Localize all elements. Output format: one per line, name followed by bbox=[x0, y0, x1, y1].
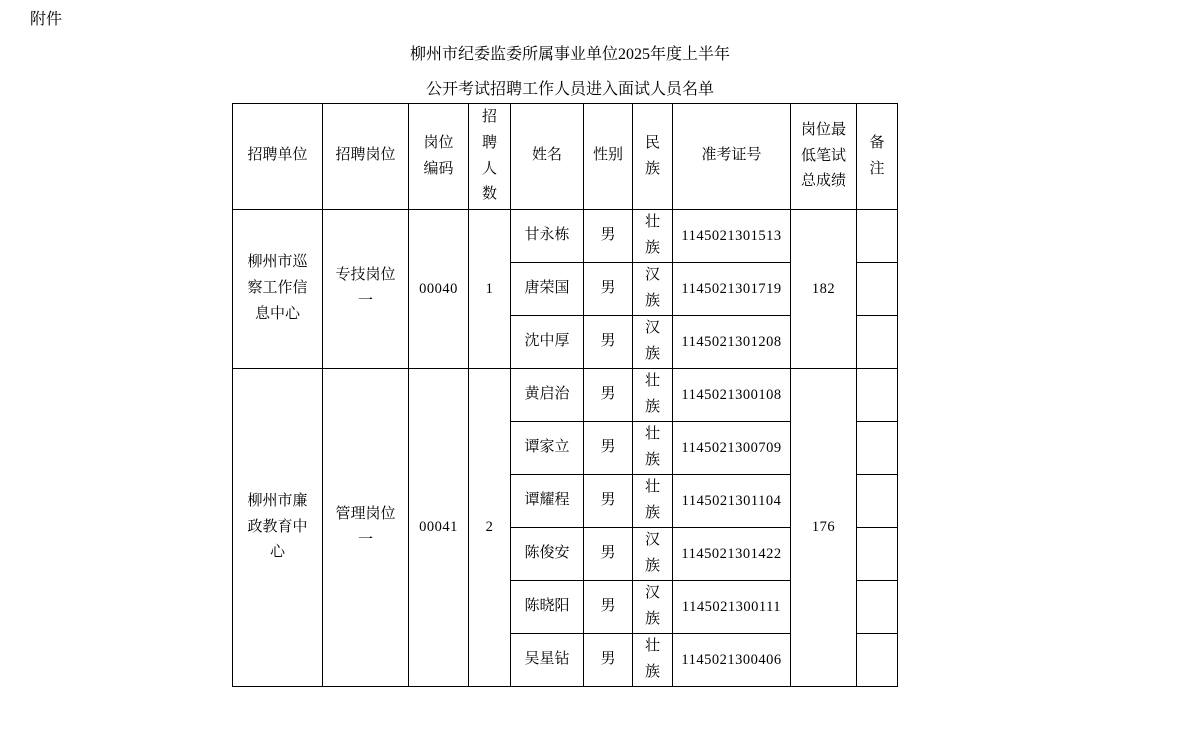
ticket-cell: 1145021300709 bbox=[673, 422, 791, 475]
code-cell: 00040 bbox=[409, 210, 469, 369]
count-cell: 2 bbox=[469, 369, 511, 687]
ticket-cell: 1145021300108 bbox=[673, 369, 791, 422]
header-ethnicity: 民族 bbox=[633, 104, 673, 210]
gender-cell: 男 bbox=[584, 528, 633, 581]
ticket-cell: 1145021300111 bbox=[673, 581, 791, 634]
gender-cell: 男 bbox=[584, 369, 633, 422]
name-cell: 唐荣国 bbox=[511, 263, 584, 316]
ethnicity-cell: 壮族 bbox=[633, 634, 673, 687]
position-cell: 管理岗位一 bbox=[323, 369, 409, 687]
gender-cell: 男 bbox=[584, 634, 633, 687]
ticket-cell: 1145021300406 bbox=[673, 634, 791, 687]
remark-cell bbox=[857, 528, 898, 581]
document-title-line-2: 公开考试招聘工作人员进入面试人员名单 bbox=[425, 81, 714, 98]
header-gender: 性别 bbox=[584, 104, 633, 210]
header-name: 姓名 bbox=[511, 104, 584, 210]
remark-cell bbox=[857, 210, 898, 263]
table-row bbox=[233, 210, 898, 263]
ethnicity-cell: 汉族 bbox=[633, 316, 673, 369]
remark-cell bbox=[857, 581, 898, 634]
gender-cell: 男 bbox=[584, 581, 633, 634]
ethnicity-cell: 壮族 bbox=[633, 475, 673, 528]
header-min-score: 岗位最低笔试总成绩 bbox=[791, 104, 857, 210]
header-code: 岗位编码 bbox=[409, 104, 469, 210]
remark-cell bbox=[857, 316, 898, 369]
attachment-label: 附件 bbox=[30, 11, 63, 28]
ticket-cell: 1145021301422 bbox=[673, 528, 791, 581]
header-unit: 招聘单位 bbox=[233, 104, 323, 210]
ticket-cell: 1145021301513 bbox=[673, 210, 791, 263]
position-cell: 专技岗位一 bbox=[323, 210, 409, 369]
ethnicity-cell: 壮族 bbox=[633, 210, 673, 263]
gender-cell: 男 bbox=[584, 422, 633, 475]
remark-cell bbox=[857, 422, 898, 475]
name-cell: 黄启治 bbox=[511, 369, 584, 422]
unit-cell: 柳州市廉政教育中心 bbox=[233, 369, 323, 687]
ticket-cell: 1145021301208 bbox=[673, 316, 791, 369]
gender-cell: 男 bbox=[584, 316, 633, 369]
name-cell: 陈晓阳 bbox=[511, 581, 584, 634]
unit-cell: 柳州市巡察工作信息中心 bbox=[233, 210, 323, 369]
ticket-cell: 1145021301719 bbox=[673, 263, 791, 316]
remark-cell bbox=[857, 263, 898, 316]
name-cell: 陈俊安 bbox=[511, 528, 584, 581]
table-row bbox=[233, 369, 898, 422]
header-position: 招聘岗位 bbox=[323, 104, 409, 210]
ethnicity-cell: 壮族 bbox=[633, 369, 673, 422]
document-title-line-1: 柳州市纪委监委所属事业单位2025年度上半年 bbox=[409, 46, 730, 63]
ethnicity-cell: 汉族 bbox=[633, 263, 673, 316]
header-ticket: 准考证号 bbox=[673, 104, 791, 210]
name-cell: 吴星钻 bbox=[511, 634, 584, 687]
remark-cell bbox=[857, 369, 898, 422]
name-cell: 沈中厚 bbox=[511, 316, 584, 369]
name-cell: 谭家立 bbox=[511, 422, 584, 475]
score-cell: 176 bbox=[791, 369, 857, 687]
gender-cell: 男 bbox=[584, 263, 633, 316]
ticket-cell: 1145021301104 bbox=[673, 475, 791, 528]
header-remark: 备注 bbox=[857, 104, 898, 210]
ethnicity-cell: 壮族 bbox=[633, 422, 673, 475]
remark-cell bbox=[857, 634, 898, 687]
name-cell: 甘永栋 bbox=[511, 210, 584, 263]
count-cell: 1 bbox=[469, 210, 511, 369]
gender-cell: 男 bbox=[584, 210, 633, 263]
gender-cell: 男 bbox=[584, 475, 633, 528]
ethnicity-cell: 汉族 bbox=[633, 581, 673, 634]
score-cell: 182 bbox=[791, 210, 857, 369]
remark-cell bbox=[857, 475, 898, 528]
ethnicity-cell: 汉族 bbox=[633, 528, 673, 581]
header-row bbox=[233, 104, 898, 210]
header-count: 招聘人数 bbox=[469, 104, 511, 210]
name-cell: 谭耀程 bbox=[511, 475, 584, 528]
interview-candidates-table bbox=[232, 103, 898, 687]
code-cell: 00041 bbox=[409, 369, 469, 687]
